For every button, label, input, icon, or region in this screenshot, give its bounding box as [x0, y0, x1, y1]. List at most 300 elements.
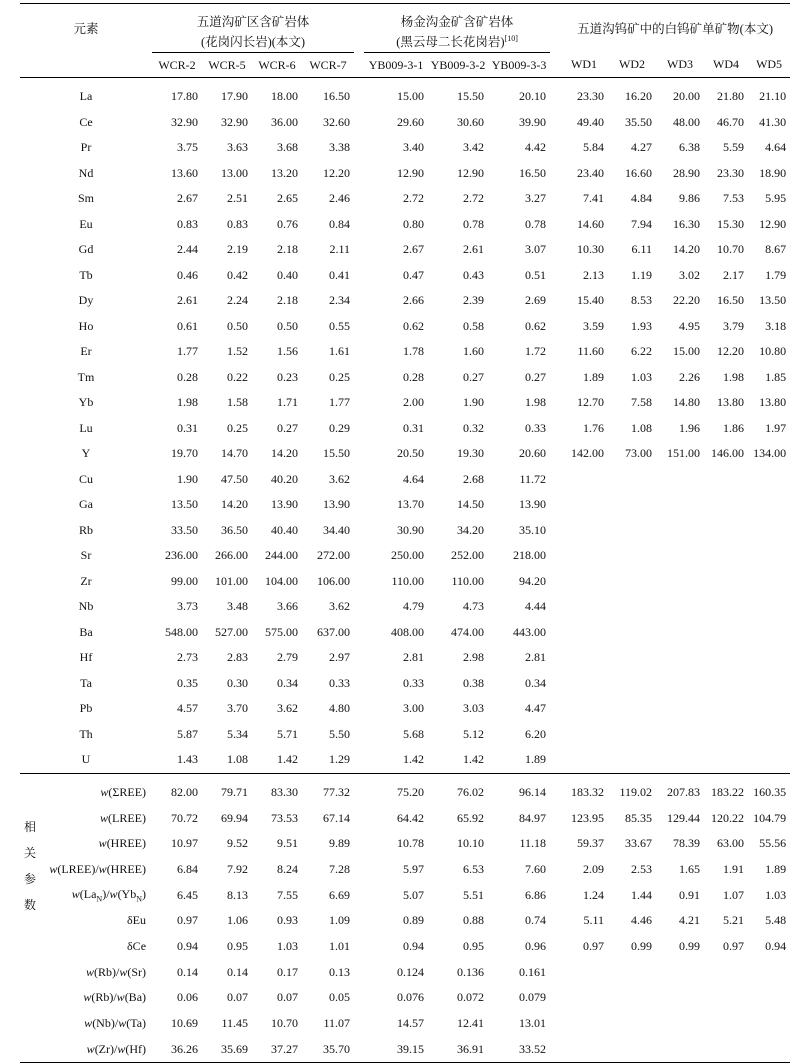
value-cell: 0.27 — [463, 369, 485, 384]
value-cell: 0.13 — [329, 964, 351, 979]
value-cell: 266.00 — [215, 548, 249, 563]
value-cell: 21.80 — [717, 89, 745, 104]
value-cell — [608, 645, 656, 671]
value-cell: 104.79 — [753, 810, 787, 825]
value-cell: 1.98 — [177, 395, 199, 410]
value-cell: 4.57 — [177, 701, 199, 716]
value-cell: 134.00 — [753, 446, 787, 461]
parameter-label: δEu — [127, 913, 147, 928]
value-cell: 3.02 — [679, 267, 701, 282]
value-cell: 21.10 — [759, 89, 787, 104]
value-cell: 36.26 — [152, 1036, 202, 1062]
value-cell: 16.50 — [323, 89, 351, 104]
value-cell: 30.60 — [457, 114, 485, 129]
value-cell — [748, 747, 790, 773]
value-cell: 3.62 — [329, 599, 351, 614]
value-cell: 14.57 — [397, 1016, 425, 1031]
value-cell: 5.21 — [723, 913, 745, 928]
value-cell: 2.67 — [177, 191, 199, 206]
value-cell: 14.20 — [271, 446, 299, 461]
value-cell: 13.50 — [759, 293, 787, 308]
value-cell: 37.27 — [252, 1036, 302, 1062]
value-cell: 408.00 — [391, 624, 425, 639]
value-cell: 8.24 — [277, 861, 299, 876]
value-cell — [748, 518, 790, 544]
element-row — [20, 186, 790, 212]
value-cell: 3.00 — [403, 701, 425, 716]
value-cell: 13.01 — [519, 1016, 547, 1031]
value-cell: 0.34 — [277, 675, 299, 690]
value-cell: 13.50 — [171, 497, 199, 512]
value-cell: 5.07 — [403, 887, 425, 902]
value-cell — [656, 645, 704, 671]
value-cell: 474.00 — [451, 624, 485, 639]
value-cell: 6.38 — [679, 140, 701, 155]
value-cell: 39.15 — [364, 1036, 428, 1062]
value-cell: 1.56 — [277, 344, 299, 359]
parameter-label: w(HREE) — [98, 836, 147, 851]
value-cell: 19.30 — [457, 446, 485, 461]
value-cell: 2.73 — [177, 650, 199, 665]
value-cell: 13.80 — [759, 395, 787, 410]
element-label: Lu — [79, 420, 93, 435]
value-cell: 6.45 — [177, 887, 199, 902]
value-cell: 0.17 — [277, 964, 299, 979]
value-cell: 32.90 — [171, 114, 199, 129]
parameter-row — [20, 1011, 790, 1037]
value-cell: 123.95 — [571, 810, 605, 825]
value-cell: 40.40 — [271, 522, 299, 537]
value-cell: 12.70 — [577, 395, 605, 410]
value-cell: 1.96 — [679, 420, 701, 435]
value-cell: 236.00 — [165, 548, 199, 563]
parameter-row — [20, 959, 790, 985]
value-cell: 129.44 — [667, 810, 701, 825]
value-cell — [656, 467, 704, 493]
value-cell — [656, 722, 704, 748]
value-cell: 0.94 — [765, 938, 787, 953]
value-cell: 94.20 — [519, 573, 547, 588]
value-cell: 3.79 — [723, 318, 745, 333]
value-cell: 10.78 — [397, 836, 425, 851]
value-cell — [704, 594, 748, 620]
element-row — [20, 314, 790, 340]
value-cell — [656, 696, 704, 722]
value-cell: 2.98 — [463, 650, 485, 665]
value-cell: 0.28 — [177, 369, 199, 384]
value-cell: 2.97 — [329, 650, 351, 665]
value-cell: 0.35 — [177, 675, 199, 690]
value-cell: 0.93 — [277, 913, 299, 928]
value-cell: 14.20 — [221, 497, 249, 512]
value-cell: 0.78 — [463, 216, 485, 231]
value-cell — [704, 1036, 748, 1062]
value-cell: 12.41 — [457, 1016, 485, 1031]
value-cell: 2.18 — [277, 242, 299, 257]
group2-title: 杨金沟金矿含矿岩体 — [364, 4, 550, 31]
parameter-row — [20, 985, 790, 1011]
value-cell: 2.13 — [583, 267, 605, 282]
value-cell: 2.53 — [631, 861, 653, 876]
value-cell: 83.30 — [252, 773, 302, 805]
element-row — [20, 467, 790, 493]
value-cell: 3.03 — [463, 701, 485, 716]
value-cell: 3.75 — [177, 140, 199, 155]
element-row — [20, 747, 790, 773]
element-label: Ta — [80, 675, 92, 690]
value-cell: 34.20 — [457, 522, 485, 537]
parameter-label: w(LREE)/w(HREE) — [49, 861, 147, 876]
value-cell: 14.80 — [673, 395, 701, 410]
value-cell: 2.61 — [463, 242, 485, 257]
element-label: Gd — [78, 242, 94, 257]
value-cell: 6.53 — [463, 861, 485, 876]
parameter-row — [20, 831, 790, 857]
value-cell: 183.32 — [560, 773, 608, 805]
value-cell: 2.72 — [403, 191, 425, 206]
value-cell: 17.80 — [171, 89, 199, 104]
value-cell: 0.97 — [583, 938, 605, 953]
value-cell: 3.27 — [525, 191, 547, 206]
element-row — [20, 390, 790, 416]
value-cell — [608, 594, 656, 620]
element-label: Dy — [78, 293, 94, 308]
value-cell: 2.00 — [403, 395, 425, 410]
value-cell — [656, 518, 704, 544]
value-cell — [560, 492, 608, 518]
value-cell: 73.00 — [625, 446, 653, 461]
value-cell — [560, 518, 608, 544]
column-header: YB009-3-1 — [364, 53, 428, 78]
value-cell: 2.11 — [329, 242, 351, 257]
value-cell: 4.27 — [631, 140, 653, 155]
group3-title: 五道沟钨矿中的白钨矿单矿物(本文) — [560, 4, 790, 53]
value-cell: 9.52 — [227, 836, 249, 851]
element-label: U — [81, 752, 91, 767]
value-cell: 0.80 — [403, 216, 425, 231]
value-cell: 1.91 — [723, 861, 745, 876]
value-cell: 1.98 — [525, 395, 547, 410]
value-cell: 4.73 — [463, 599, 485, 614]
parameter-label: w(Zr)/w(Hf) — [40, 1036, 152, 1062]
element-label: Yb — [78, 395, 94, 410]
value-cell: 32.90 — [221, 114, 249, 129]
value-cell: 12.90 — [457, 165, 485, 180]
side-label-char: 相 — [23, 819, 36, 834]
element-label: La — [79, 89, 93, 104]
value-cell: 0.31 — [403, 420, 425, 435]
column-header: WCR-6 — [252, 53, 302, 78]
value-cell — [608, 492, 656, 518]
value-cell: 0.97 — [723, 938, 745, 953]
value-cell: 10.70 — [271, 1016, 299, 1031]
value-cell: 0.22 — [227, 369, 249, 384]
value-cell — [608, 696, 656, 722]
value-cell: 5.68 — [403, 726, 425, 741]
value-cell: 0.25 — [329, 369, 351, 384]
element-row — [20, 78, 790, 110]
element-label: Cu — [79, 471, 94, 486]
value-cell: 78.39 — [673, 836, 701, 851]
value-cell — [704, 985, 748, 1011]
value-cell — [656, 569, 704, 595]
value-cell: 5.95 — [765, 191, 787, 206]
value-cell: 3.62 — [277, 701, 299, 716]
value-cell: 2.19 — [227, 242, 249, 257]
parameter-row — [20, 1036, 790, 1062]
value-cell: 13.90 — [323, 497, 351, 512]
value-cell — [704, 747, 748, 773]
parameter-label: $w(La_N)/w(Yb_N)$ — [71, 886, 147, 904]
value-cell: 0.62 — [403, 318, 425, 333]
value-cell: 12.20 — [323, 165, 351, 180]
value-cell: 16.20 — [625, 89, 653, 104]
value-cell: 15.30 — [717, 216, 745, 231]
value-cell: 1.60 — [463, 344, 485, 359]
value-cell: 0.25 — [227, 420, 249, 435]
value-cell — [704, 696, 748, 722]
element-row — [20, 594, 790, 620]
value-cell: 1.44 — [631, 887, 653, 902]
value-cell: 160.35 — [748, 773, 790, 805]
parameter-row — [20, 908, 790, 934]
value-cell: 183.22 — [704, 773, 748, 805]
element-row — [20, 339, 790, 365]
value-cell: 6.86 — [525, 887, 547, 902]
value-cell: 0.94 — [403, 938, 425, 953]
value-cell: 0.83 — [177, 216, 199, 231]
value-cell: 3.66 — [277, 599, 299, 614]
value-cell: 8.13 — [227, 887, 249, 902]
value-cell: 10.10 — [457, 836, 485, 851]
value-cell: 10.80 — [759, 344, 787, 359]
element-label: Tb — [79, 267, 93, 282]
value-cell: 0.31 — [177, 420, 199, 435]
element-row — [20, 161, 790, 187]
value-cell: 7.92 — [227, 861, 249, 876]
element-row — [20, 237, 790, 263]
value-cell: 5.87 — [177, 726, 199, 741]
value-cell: 0.34 — [525, 675, 547, 690]
value-cell: 55.56 — [759, 836, 787, 851]
value-cell: 5.50 — [329, 726, 351, 741]
value-cell: 76.02 — [428, 773, 488, 805]
element-label: Eu — [79, 216, 93, 231]
value-cell — [608, 1011, 656, 1037]
value-cell: 1.29 — [329, 752, 351, 767]
value-cell: 2.46 — [329, 191, 351, 206]
value-cell: 99.00 — [171, 573, 199, 588]
value-cell: 35.50 — [625, 114, 653, 129]
value-cell: 36.00 — [271, 114, 299, 129]
value-cell — [704, 543, 748, 569]
value-cell: 39.90 — [519, 114, 547, 129]
value-cell: 0.95 — [227, 938, 249, 953]
parameter-row — [20, 857, 790, 883]
value-cell — [704, 1011, 748, 1037]
value-cell: 11.45 — [221, 1016, 249, 1031]
parameter-row — [20, 805, 790, 831]
value-cell — [748, 959, 790, 985]
value-cell: 13.60 — [171, 165, 199, 180]
value-cell: 5.51 — [463, 887, 485, 902]
value-cell: 146.00 — [711, 446, 745, 461]
value-cell: 5.84 — [583, 140, 605, 155]
value-cell: 3.38 — [329, 140, 351, 155]
value-cell — [608, 747, 656, 773]
value-cell: 0.27 — [525, 369, 547, 384]
value-cell: 0.14 — [177, 964, 199, 979]
value-cell: 0.33 — [525, 420, 547, 435]
value-cell — [748, 1011, 790, 1037]
value-cell — [748, 671, 790, 697]
value-cell: 1.72 — [525, 344, 547, 359]
element-row — [20, 696, 790, 722]
value-cell: 0.05 — [329, 990, 351, 1005]
value-cell: 5.12 — [463, 726, 485, 741]
value-cell — [560, 959, 608, 985]
value-cell: 142.00 — [571, 446, 605, 461]
value-cell: 3.70 — [227, 701, 249, 716]
value-cell: 2.26 — [679, 369, 701, 384]
value-cell: 15.50 — [323, 446, 351, 461]
value-cell — [608, 985, 656, 1011]
value-cell: 16.50 — [717, 293, 745, 308]
value-cell: 548.00 — [165, 624, 199, 639]
element-label: Th — [79, 726, 93, 741]
value-cell: 151.00 — [667, 446, 701, 461]
value-cell: 1.77 — [329, 395, 351, 410]
element-label: Pb — [79, 701, 93, 716]
element-label: Ce — [79, 114, 93, 129]
value-cell: 2.81 — [525, 650, 547, 665]
column-header: YB009-3-3 — [488, 53, 550, 78]
value-cell: 12.90 — [759, 216, 787, 231]
value-cell: 1.42 — [403, 752, 425, 767]
value-cell: 2.81 — [403, 650, 425, 665]
value-cell — [704, 671, 748, 697]
value-cell: 32.60 — [323, 114, 351, 129]
value-cell — [560, 985, 608, 1011]
value-cell: 77.32 — [302, 773, 354, 805]
value-cell: 0.076 — [397, 990, 425, 1005]
value-cell: 16.30 — [673, 216, 701, 231]
element-label: Nb — [78, 599, 94, 614]
element-row — [20, 135, 790, 161]
value-cell: 13.90 — [519, 497, 547, 512]
value-cell: 0.76 — [277, 216, 299, 231]
value-cell — [748, 1036, 790, 1062]
value-cell: 218.00 — [513, 548, 547, 563]
value-cell: 2.51 — [227, 191, 249, 206]
value-cell — [560, 467, 608, 493]
value-cell — [704, 467, 748, 493]
element-label: Rb — [79, 522, 94, 537]
value-cell: 0.61 — [177, 318, 199, 333]
column-header: WCR-5 — [202, 53, 252, 78]
value-cell: 0.50 — [227, 318, 249, 333]
value-cell: 63.00 — [717, 836, 745, 851]
value-cell — [704, 645, 748, 671]
value-cell: 0.07 — [227, 990, 249, 1005]
value-cell: 36.50 — [221, 522, 249, 537]
side-label-char: 参 — [23, 871, 36, 886]
element-label: Zr — [80, 573, 92, 588]
value-cell: 59.37 — [577, 836, 605, 851]
value-cell: 252.00 — [451, 548, 485, 563]
parameter-label: w(ΣREE) — [40, 773, 152, 805]
value-cell: 4.95 — [679, 318, 701, 333]
value-cell — [656, 620, 704, 646]
value-cell: 1.42 — [277, 752, 299, 767]
value-cell: 5.71 — [277, 726, 299, 741]
element-label: Ga — [79, 497, 93, 512]
value-cell: 85.35 — [625, 810, 653, 825]
value-cell: 96.14 — [488, 773, 550, 805]
value-cell: 70.72 — [171, 810, 199, 825]
element-row — [20, 288, 790, 314]
value-cell — [656, 671, 704, 697]
value-cell: 3.42 — [463, 140, 485, 155]
value-cell — [560, 696, 608, 722]
value-cell: 527.00 — [215, 624, 249, 639]
value-cell: 9.51 — [277, 836, 299, 851]
element-row — [20, 671, 790, 697]
value-cell: 0.62 — [525, 318, 547, 333]
value-cell: 6.11 — [631, 242, 653, 257]
value-cell: 35.10 — [519, 522, 547, 537]
value-cell: 2.66 — [403, 293, 425, 308]
value-cell: 10.70 — [717, 242, 745, 257]
value-cell — [560, 620, 608, 646]
value-cell: 19.70 — [171, 446, 199, 461]
element-row — [20, 569, 790, 595]
value-cell: 0.58 — [463, 318, 485, 333]
value-cell: 1.89 — [765, 861, 787, 876]
value-cell: 12.90 — [397, 165, 425, 180]
value-cell — [608, 959, 656, 985]
column-header: WD4 — [704, 53, 748, 78]
element-header: 元素 — [20, 4, 152, 53]
value-cell — [608, 722, 656, 748]
element-row — [20, 543, 790, 569]
value-cell: 6.84 — [177, 861, 199, 876]
value-cell: 1.52 — [227, 344, 249, 359]
value-cell: 20.00 — [673, 89, 701, 104]
element-label: Y — [81, 446, 91, 461]
value-cell: 5.34 — [227, 726, 249, 741]
column-header: WD2 — [608, 53, 656, 78]
value-cell: 15.00 — [397, 89, 425, 104]
value-cell: 15.50 — [457, 89, 485, 104]
value-cell: 7.55 — [277, 887, 299, 902]
value-cell: 12.20 — [717, 344, 745, 359]
value-cell: 14.20 — [673, 242, 701, 257]
value-cell: 3.07 — [525, 242, 547, 257]
value-cell: 0.46 — [177, 267, 199, 282]
value-cell: 33.52 — [488, 1036, 550, 1062]
element-label: Ho — [78, 318, 94, 333]
value-cell: 4.84 — [631, 191, 653, 206]
value-cell: 0.91 — [679, 887, 701, 902]
value-cell: 47.50 — [221, 471, 249, 486]
value-cell: 2.09 — [583, 861, 605, 876]
value-cell: 13.90 — [271, 497, 299, 512]
side-label-char: 数 — [23, 897, 36, 912]
group1-subtitle: (花岗闪长岩)(本文) — [152, 30, 354, 53]
element-label: Hf — [79, 650, 93, 665]
value-cell: 0.124 — [397, 964, 425, 979]
